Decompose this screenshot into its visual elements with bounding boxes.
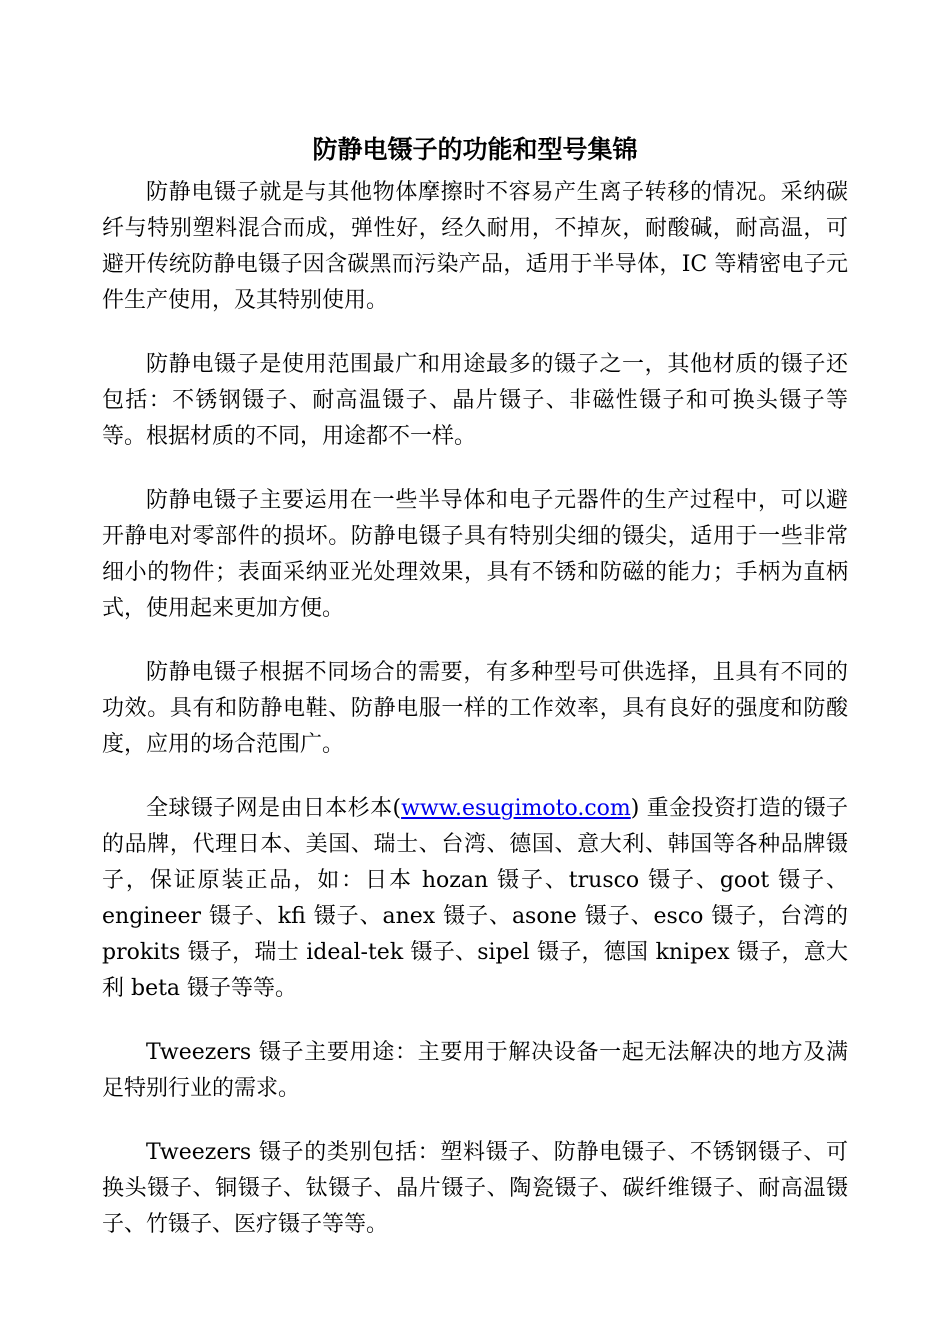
- paragraph-1: 防静电镊子就是与其他物体摩擦时不容易产生离子转移的情况。采纳碳纤与特别塑料混合而成，弹性好，经久耐用，不掉灰，耐酸碱，耐高温，可避开传统防静电镊子因含碳黑而污染产品，适用于半导体，IC 等精密电子元件生产使用，及其特别使用。: [102, 180, 848, 313]
- paragraph-6: Tweezers 镊子主要用途：主要用于解决设备一起无法解决的地方及满足特别行业的需求。: [102, 1040, 848, 1101]
- paragraph-5-text-after-link: ) 重金投资打造的镊子的品牌，代理日本、美国、瑞士、台湾、德国、意大利、韩国等各种品牌镊子，保证原装正品，如：日本 hozan 镊子、trusco 镊子、goot 镊子、engineer 镊子、kfi 镊子、anex 镊子、asone 镊子、esco 镊子，台湾的 prokits 镊子，瑞士 ideal-tek 镊子、sipel 镊子，德国 knipex 镊子，意大利 beta 镊子等等。: [102, 796, 848, 1001]
- esugimoto-link[interactable]: www.esugimoto.com: [401, 796, 631, 821]
- paragraph-2: 防静电镊子是使用范围最广和用途最多的镊子之一，其他材质的镊子还包括：不锈钢镊子、耐高温镊子、晶片镊子、非磁性镊子和可换头镊子等等。根据材质的不同，用途都不一样。: [102, 352, 848, 449]
- paragraph-5-text-before-link: 全球镊子网是由日本杉本(: [146, 796, 402, 821]
- page-title: 防静电镊子的功能和型号集锦: [312, 135, 638, 164]
- paragraph-7: Tweezers 镊子的类别包括：塑料镊子、防静电镊子、不锈钢镊子、可换头镊子、铜镊子、钛镊子、晶片镊子、陶瓷镊子、碳纤维镊子、耐高温镊子、竹镊子、医疗镊子等等。: [102, 1140, 848, 1237]
- paragraph-3: 防静电镊子主要运用在一些半导体和电子元器件的生产过程中，可以避开静电对零部件的损坏。防静电镊子具有特别尖细的镊尖，适用于一些非常细小的物件；表面采纳亚光处理效果，具有不锈和防磁的能力；手柄为直柄式，使用起来更加方便。: [102, 488, 848, 621]
- paragraph-4: 防静电镊子根据不同场合的需要，有多种型号可供选择，且具有不同的功效。具有和防静电鞋、防静电服一样的工作效率，具有良好的强度和防酸度，应用的场合范围广。: [102, 660, 848, 757]
- paragraph-5: [102, 791, 848, 1007]
